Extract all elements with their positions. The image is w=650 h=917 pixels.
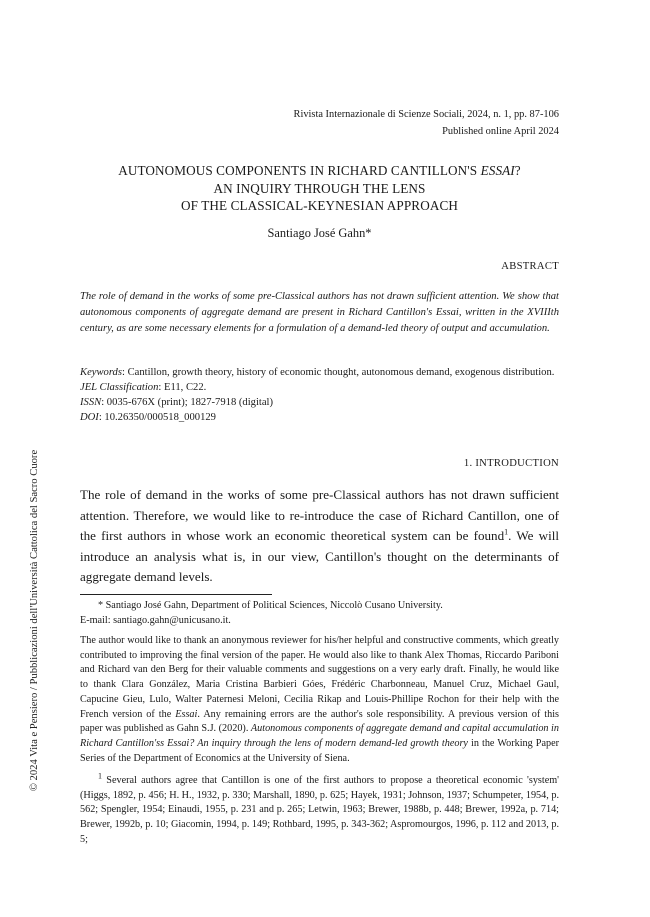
doi-line: DOI: 10.26350/000518_000129 xyxy=(80,411,216,423)
affiliation-line: * Santiago José Gahn, Department of Political Sciences, Niccolò Cusano University. xyxy=(98,600,443,611)
issn-line: ISSN: 0035-676X (print); 1827-7918 (digital) xyxy=(80,396,274,408)
copyright-sidebar xyxy=(28,449,42,791)
paper-metadata xyxy=(80,366,559,426)
footnote-ref-1: 1 xyxy=(504,527,509,537)
footnote-divider xyxy=(80,594,272,595)
journal-citation: Rivista Internazionale di Scienze Sociali, 2024, n. 1, pp. 87-106 xyxy=(293,109,559,120)
abstract-heading: ABSTRACT xyxy=(501,261,559,272)
email-line: E-mail: santiago.gahn@unicusano.it. xyxy=(80,614,231,626)
title-line-3: OF THE CLASSICAL-KEYNESIAN APPROACH xyxy=(181,198,458,213)
copyright-text: © 2024 Vita e Pensiero / Pubblicazioni dell'Università Cattolica del Sacro Cuore xyxy=(29,449,41,791)
title-line-1: AUTONOMOUS COMPONENTS IN RICHARD CANTILLON'S ESSAI? xyxy=(118,163,521,178)
title-line-2: AN INQUIRY THROUGH THE LENS xyxy=(213,180,426,196)
author-name: Santiago José Gahn* xyxy=(267,226,372,240)
publication-date: Published online April 2024 xyxy=(442,126,559,137)
paper-title xyxy=(80,162,559,215)
section-heading: 1. INTRODUCTION xyxy=(463,458,559,469)
footnote-1-marker: 1 xyxy=(98,771,102,781)
footnote-1: $^1$ Several authors agree that Cantillon is one of the first authors to propose a theoretical economic 'system' (Higgs, 1892, p. 456; H. H., 1932, p. 330; Marshall, 1890, p. 625; Hayek, 1931; Johnson, 1937; Schumpeter, 1954, p. 562; Spengler, 1954; Einaudi, 1955, p. 231 and p. 265; Letwin, 1963; Brewer, 1988b, p. 448; Brewer, 1992a, p. 714; Brewer, 1992b, p. 10; Giacomin, 1994, p. 149; Rothbard, 1995, p. 343-362; Aspromourgos, 1996, p. 112 and 2013, p. 5; xyxy=(80,771,559,845)
journal-header xyxy=(294,106,559,140)
keywords-line: Keywords: Cantillon, growth theory, history of economic thought, autonomous demand, exogenous distribution. xyxy=(80,367,555,378)
abstract-text: The role of demand in the works of some pre-Classical authors has not drawn sufficient attention. We show that autonomous components of aggregate demand are present in Richard Cantillon's Essai, written in the XVIIIth century, as are some necessary elements for a formulation of a demand-led theory of output and accumulation. xyxy=(80,291,559,335)
introduction-paragraph: The role of demand in the works of some pre-Classical authors has not drawn sufficient attention. Therefore, we would like to re-introduce the case of Richard Cantillon, one of the first authors in whose work an economic theoretical system can be found$^1$. We will introduce an analysis what is, in our view, Cantillon's thought on the determinants of aggregate demand levels. xyxy=(80,487,559,585)
jel-line: JEL Classification: E11, C22. xyxy=(80,381,207,393)
author-affiliation-note xyxy=(80,599,559,628)
acknowledgements-note: The author would like to thank an anonymous reviewer for his/her helpful and constructive comments, which greatly contributed to improving the final version of the paper. He would also like to thank Alex Thomas, Riccardo Pariboni and Richard van den Berg for their valuable comments and suggestions on a very early draft. Finally, he would like to thank Clara González, Maria Cristina Barbieri Góes, Frédéric Charbonneau, Manuel Cruz, Michael Gaul, Capucine Gieu, Lulo, Walter Paternesi Meloni, Cecilia Rikap and Louis-Phillipe Rochon for their help with the French version of the Essai. Any remaining errors are the author's sole responsibility. A previous version of this paper was published as Gahn S.J. (2020). Autonomous components of aggregate demand and capital accumulation in Richard Cantillon'ss Essai? An inquiry through the lens of modern demand-led growth theory in the Working Paper Series of the Department of Economics at the University of Siena. xyxy=(80,635,559,764)
